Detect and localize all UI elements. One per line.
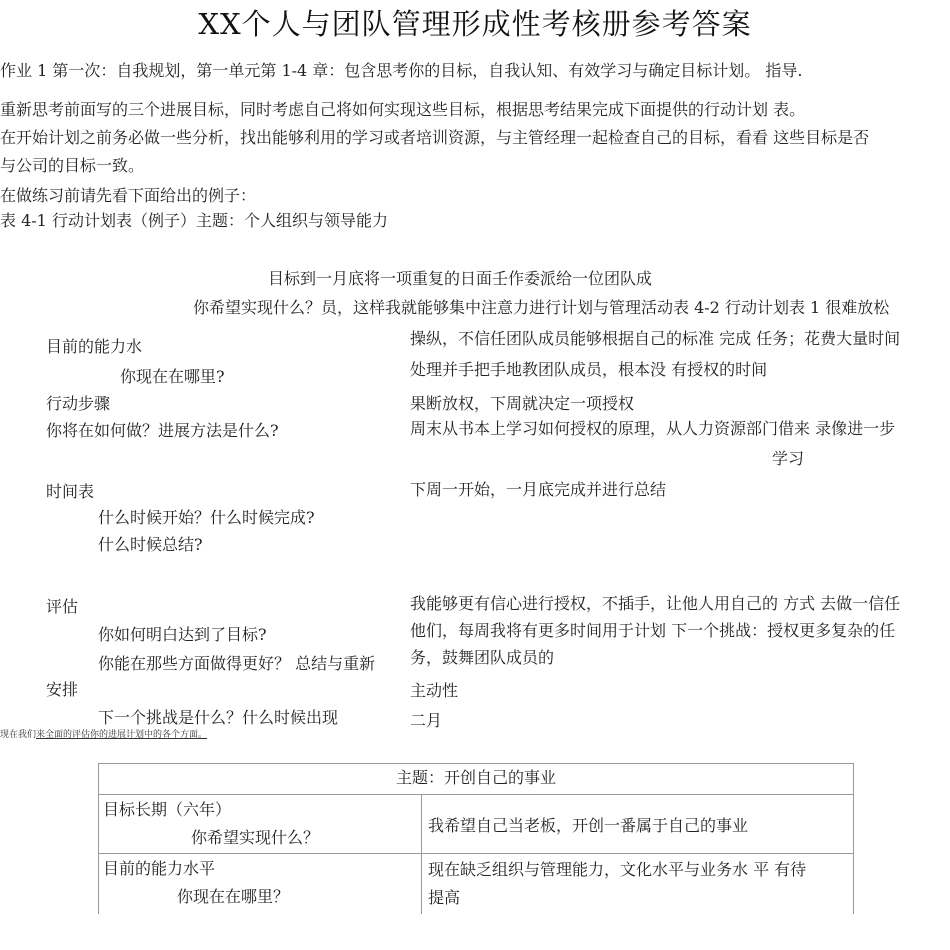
- example-label-steps: 行动步骤: [46, 394, 111, 413]
- intro-line-1: 作业 1 第一次：自我规划，第一单元第 1-4 章：包含思考你的目标，自我认知、有效学习与确定目标计划。 指导.: [0, 61, 803, 80]
- evaluation-note: [0, 727, 207, 740]
- example-answer-3: 果断放权，下周就决定一项授权: [410, 394, 635, 413]
- table-row: [99, 795, 854, 854]
- row-answer: 我希望自己当老板，开创一番属于自己的事业: [428, 815, 749, 835]
- example-goal-line-2: 你希望实现什么？员，这样我就能够集中注意力进行计划与管理活动表 4-2 行动计划表 1 很难放松: [193, 298, 890, 317]
- example-question-how: 你将在如何做？进展方法是什么?: [46, 421, 279, 440]
- example-goal-line: 目标到一月底将一项重复的日面壬作委派给一位团队成: [268, 269, 653, 288]
- row-question: 你希望实现什么？: [191, 828, 320, 847]
- example-question-summary: 什么时候总结?: [98, 535, 203, 554]
- example-question-when: 什么时候开始？什么时候完成?: [98, 508, 315, 527]
- example-label-schedule: 时间表: [46, 482, 95, 501]
- example-answer-1: 操纵，不信任团队成员能够根据自己的标准 完成 任务；花费大量时间: [410, 329, 901, 348]
- table-caption: 表 4-1 行动计划表（例子）主题：个人组织与领导能力: [0, 211, 388, 230]
- example-question-next: 下一个挑战是什么？什么时候出现: [98, 708, 339, 727]
- row-label: 目标长期（六年）: [103, 800, 232, 819]
- example-question-know: 你如何明白达到了目标?: [98, 625, 267, 644]
- example-label-ability: 目前的能力水: [46, 337, 143, 356]
- example-answer-10: 二月: [410, 711, 443, 730]
- row-answer-line-1: 现在缺乏组织与管理能力，文化水平与业务水 平 有待: [428, 860, 807, 879]
- row-label-cell: [99, 854, 422, 915]
- page-title: XX个人与团队管理形成性考核册参考答案: [198, 7, 752, 41]
- example-answer-6: 我能够更有信心进行授权，不插手，让他人用自己的 方式 去做一信任: [410, 594, 901, 613]
- row-label-cell: [99, 795, 422, 854]
- row-answer-line-2: 提高: [428, 888, 461, 907]
- row-answer-cell: [422, 795, 854, 854]
- example-answer-4: 周末从书本上学习如何授权的原理，从人力资源部门借来 录像进一步: [410, 419, 896, 438]
- row-answer-cell: [422, 854, 854, 915]
- topic-heading: 主题：开创自己的事业: [99, 764, 854, 795]
- example-answer-4b: 学习: [772, 449, 805, 468]
- table-row: [99, 854, 854, 915]
- intro-line-4: 与公司的目标一致。: [0, 156, 145, 175]
- example-question-where: 你现在在哪里?: [120, 367, 225, 386]
- row-label: 目前的能力水平: [103, 859, 216, 878]
- example-answer-7: 他们，每周我将有更多时间用于计划 下一个挑战：授权更多复杂的任: [410, 621, 896, 640]
- example-answer-8: 务，鼓舞团队成员的: [410, 648, 555, 667]
- example-answer-9: 主动性: [410, 681, 459, 700]
- intro-line-2: 重新思考前面写的三个进展目标，同时考虑自己将如何实现这些目标，根据思考结果完成下面提供的行动计划 表。: [0, 100, 806, 119]
- example-label-eval: 评估: [46, 597, 79, 616]
- example-answer-5: 下周一开始，一月底完成并进行总结: [410, 480, 667, 499]
- evaluation-note-link: 来全面的评估你的进展计划中的各个方面。: [36, 730, 208, 740]
- intro-line-3: 在开始计划之前务必做一些分析，找出能够利用的学习或者培训资源，与主管经理一起检查自己的目标，看看 这些目标是否: [0, 128, 870, 147]
- example-answer-2: 处理并手把手地教团队成员，根本没 有授权的时间: [410, 360, 768, 379]
- example-label-arrange: 安排: [46, 680, 79, 699]
- topic-table: [98, 763, 854, 914]
- intro-line-5: 在做练习前请先看下面给出的例子：: [0, 186, 257, 205]
- row-question: 你现在在哪里？: [177, 887, 290, 906]
- evaluation-note-prefix: 现在我们: [0, 730, 37, 740]
- example-question-better: 你能在那些方面做得更好？ 总结与重新: [98, 654, 376, 673]
